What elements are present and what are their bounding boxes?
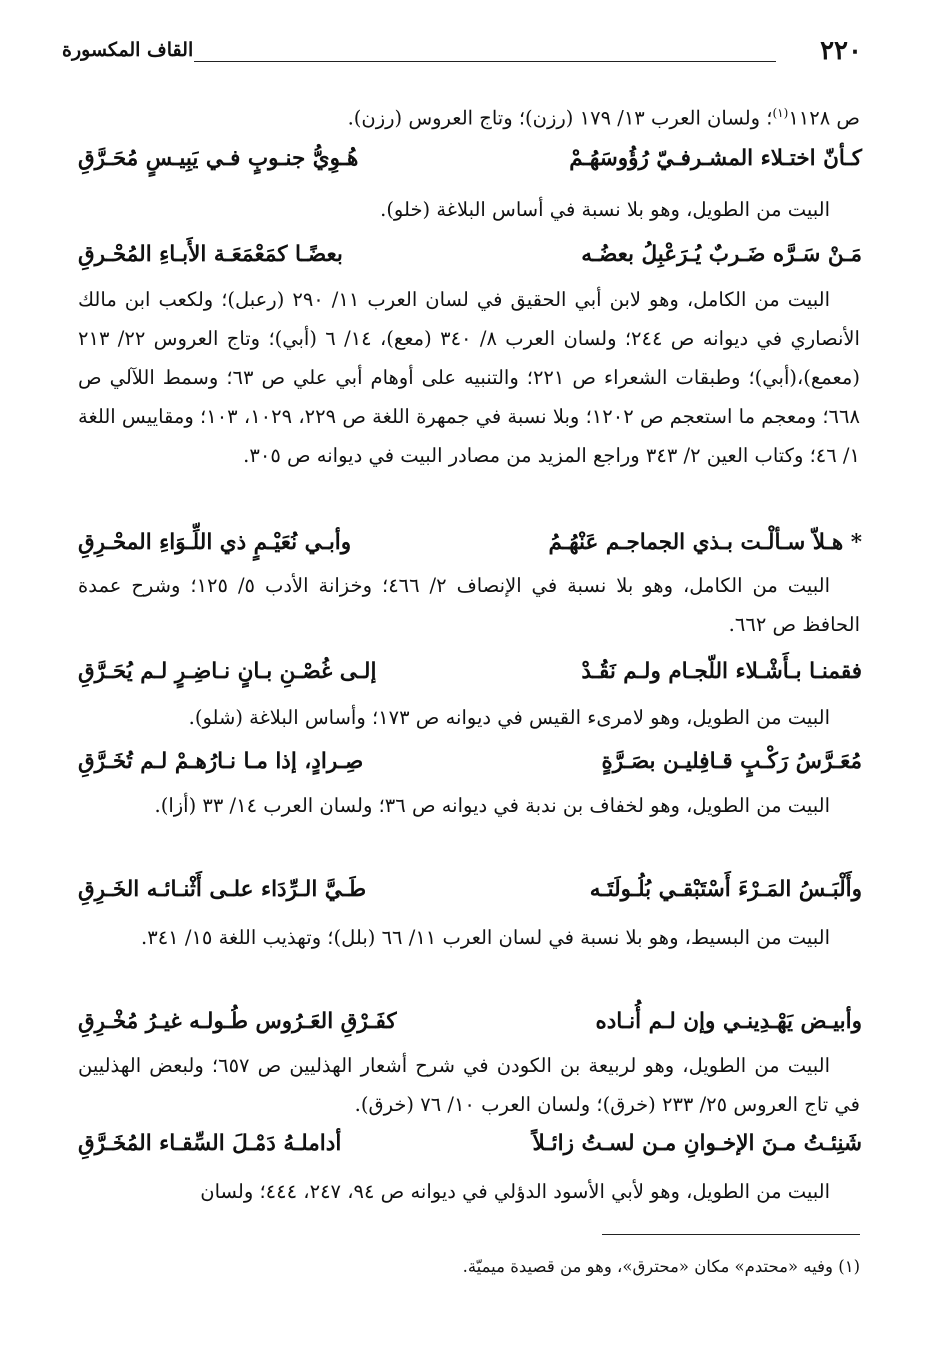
continuation-text-rest: ؛ ولسان العرب ١٣/ ١٧٩ (رزن)؛ وتاج العروس (رزن). (347, 106, 773, 130)
source-note-text: البيت من الطويل، وهو لامرىء القيس في ديوانه ص ١٧٣؛ وأساس البلاغة (شلو). (188, 706, 830, 729)
verse-first-hemistich: وأَلْبَـسُ المَـرْءَ أَسْتَبْقـي بُلُـولَتَـه (589, 877, 862, 902)
source-note-5 (78, 786, 860, 825)
source-note-6 (78, 918, 860, 957)
verse-first-hemistich: وأبيـض يَهْـدِينـي وإن لـم أُنـاده (595, 1009, 862, 1034)
verse-second-hemistich: إلـى غُصْـنِ بـانٍ نـاضِـرٍ لـم يُحَـرَّقِ (78, 659, 377, 684)
verse-first-hemistich: مَـنْ سَـرَّه ضَـربٌ يُـرَعْبِلُ بعضُـه (581, 242, 862, 267)
verse-second-hemistich: أداملـهُ دَمْـلَ السِّقـاء المُخَـرَّقِ (78, 1131, 342, 1156)
source-note-7 (78, 1046, 860, 1124)
verse-second-hemistich: وأبـي نُعَيْـمٍ ذي اللِّـوَاءِ المحْـرِقِ (78, 530, 352, 555)
source-note-2 (78, 280, 860, 475)
section-title: القاف المكسورة (62, 39, 194, 61)
footnote-reference[interactable]: (١) (772, 106, 789, 120)
source-note-text: البيت من الكامل، وهو لابن أبي الحقيق في لسان العرب ١١/ ٢٩٠ (رعبل)؛ ولكعب ابن مالك الأنصاري في ديوانه ص ٢٤٤؛ ولسان العرب ٨/ ٣٤٠ (معع)، ١٤/ ٦ (أبي)؛ وتاج العروس ٢٢/ ٢١٣ (معمع)،(أبي)؛ وطبقات الشعراء ص ٢٢١؛ والتنبيه على أوهام أبي علي ص ٦٣؛ وسمط اللآلي ص ٦٦٨؛ ومعجم ما استعجم ص ١٢٠٢؛ وبلا نسبة في جمهرة اللغة ص ٢٢٩، ١٠٢٩، ١٠٣؛ ومقاييس اللغة ١/ ٤٦؛ وكتاب العين ٢/ ٣٤٣ وراجع المزيد من مصادر البيت في ديوانه ص ٣٠٥. (78, 288, 860, 467)
footnote-rule (602, 1234, 860, 1235)
source-note-text: البيت من الطويل، وهو لأبي الأسود الدؤلي في ديوانه ص ٩٤، ٢٤٧، ٤٤٤؛ ولسان (200, 1180, 830, 1203)
footnote: (١) وفيه «محتدم» مكان «محترق»، وهو من قصيدة ميميّة. (462, 1257, 860, 1276)
source-continuation (78, 94, 860, 138)
verse-first-hemistich: * هـلاّ سـألْـت بـذي الجماجـم عَنْهُـمُ (548, 530, 862, 555)
verse-3 (78, 521, 862, 565)
continuation-text: ص ١١٢٨ (788, 106, 860, 130)
header-rule (194, 61, 776, 62)
page-number: ٢٢٠ (820, 36, 862, 66)
verse-1 (78, 137, 862, 181)
source-note-text: البيت من الطويل، وهو لربيعة بن الكودن في شرح أشعار الهذليين ص ٦٥٧؛ ولبعض الهذليين في تاج العروس ٢٥/ ٢٣٣ (خرق)؛ ولسان العرب ١٠/ ٧٦ (خرق). (78, 1054, 860, 1116)
verse-first-hemistich: شَنِئـتُ مـنَ الإخـوانِ مـن لسـتُ زائـلاً (532, 1131, 862, 1156)
running-head (62, 36, 862, 76)
verse-second-hemistich: هُـوِيُّ جنـوبٍ فـي يَبِيـسٍ مُحَـرَّقِ (78, 146, 359, 171)
verse-second-hemistich: طَـيَّ الـرِّدَاء علـى أَثْنـائـه الخَـرِقِ (78, 877, 367, 902)
source-note-3 (78, 566, 860, 644)
source-note-8 (78, 1172, 860, 1211)
verse-second-hemistich: صِـرادٍ، إذا مـا نـارُهـمْ لـم تُخَـرَّقِ (78, 749, 364, 774)
source-note-text: البيت من الطويل، وهو بلا نسبة في أساس البلاغة (خلو). (380, 198, 830, 221)
verse-8 (78, 1122, 862, 1166)
verse-4 (78, 650, 862, 694)
source-note-text: البيت من الكامل، وهو بلا نسبة في الإنصاف ٢/ ٤٦٦؛ وخزانة الأدب ٥/ ١٢٥؛ وشرح عمدة الحافظ ص ٦٦٢. (78, 574, 860, 636)
verse-second-hemistich: كفَـرْقِ العَـرُوس طُـولـه غيـرُ مُخْـرِقِ (78, 1009, 397, 1034)
source-note-4 (78, 698, 860, 737)
verse-6 (78, 868, 862, 912)
verse-7 (78, 1000, 862, 1044)
source-note-1 (78, 190, 860, 229)
verse-second-hemistich: بعضًـا كمَعْمَعَـة الأَبـاءِ المُحْـرقِ (78, 242, 343, 267)
verse-first-hemistich: كـأنّ اختـلاء المشـرفـيّ رُؤُوسَهُـمْ (569, 146, 862, 171)
verse-first-hemistich: فقمنـا بـأَشْـلاء اللّجـام ولـم نَقُـدْ (581, 659, 862, 684)
source-note-text: البيت من البسيط، وهو بلا نسبة في لسان العرب ١١/ ٦٦ (بلل)؛ وتهذيب اللغة ١٥/ ٣٤١. (141, 926, 830, 949)
verse-first-hemistich: مُعَـرَّسُ رَكْـبٍ قـافِليـن بصَـرَّةٍ (601, 749, 862, 774)
source-note-text: البيت من الطويل، وهو لخفاف بن ندبة في ديوانه ص ٣٦؛ ولسان العرب ١٤/ ٣٣ (أزا). (154, 794, 830, 817)
verse-5 (78, 740, 862, 784)
verse-2 (78, 233, 862, 277)
